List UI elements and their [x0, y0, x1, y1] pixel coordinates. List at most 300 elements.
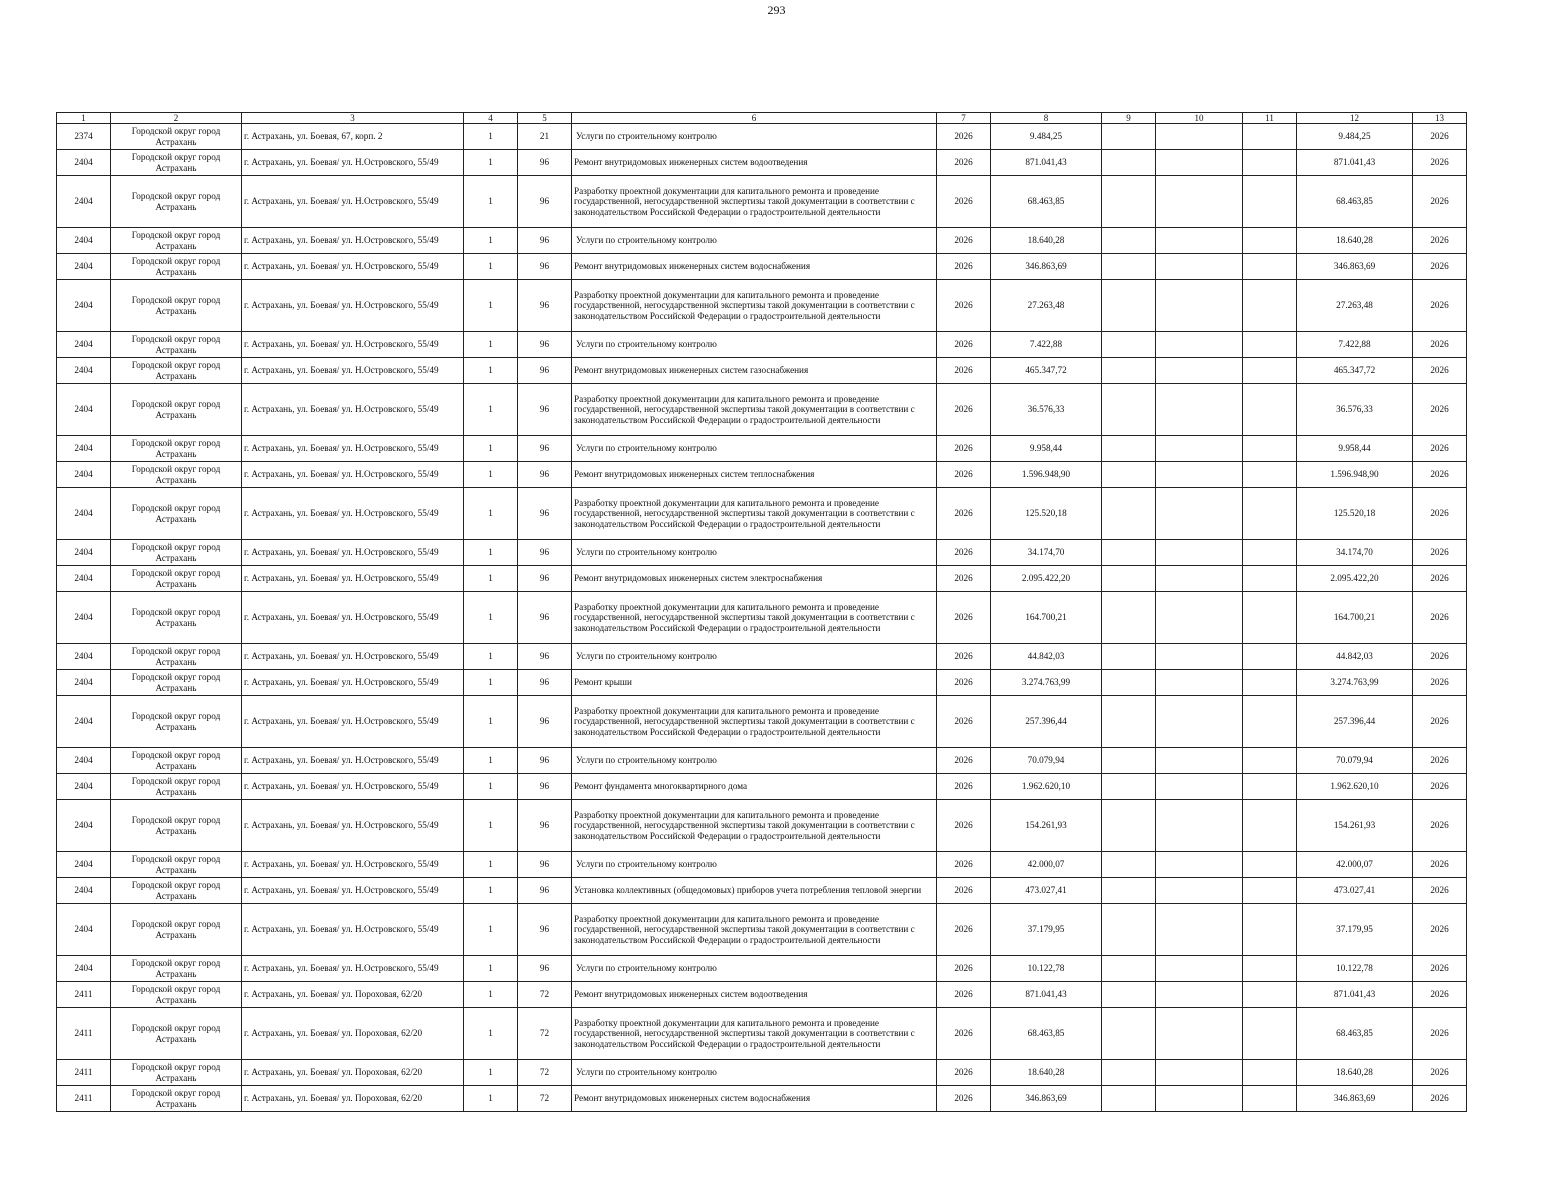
- amount: 3.274.763,99: [991, 670, 1102, 696]
- table-row: [57, 280, 1467, 332]
- cell-col-4: 1: [464, 982, 518, 1008]
- municipality: Городской округ город Астрахань: [111, 982, 242, 1008]
- row-number: 2404: [57, 566, 111, 592]
- cell-col-11: [1243, 358, 1297, 384]
- cell-col-4: 1: [464, 332, 518, 358]
- total-amount: 871.041,43: [1297, 150, 1413, 176]
- column-header: 6: [572, 113, 937, 124]
- start-year: 2026: [937, 566, 991, 592]
- row-number: 2411: [57, 982, 111, 1008]
- work-type: Ремонт крыши: [572, 670, 937, 696]
- cell-col-9: [1102, 592, 1156, 644]
- cell-col-9: [1102, 436, 1156, 462]
- address: г. Астрахань, ул. Боевая/ ул. Н.Островского, 55/49: [242, 332, 464, 358]
- municipality: Городской округ город Астрахань: [111, 124, 242, 150]
- cell-col-5: 96: [518, 280, 572, 332]
- row-number: 2404: [57, 436, 111, 462]
- start-year: 2026: [937, 228, 991, 254]
- municipality: Городской округ город Астрахань: [111, 878, 242, 904]
- table-row: [57, 358, 1467, 384]
- end-year: 2026: [1413, 228, 1467, 254]
- municipality: Городской округ город Астрахань: [111, 228, 242, 254]
- cell-col-10: [1156, 800, 1243, 852]
- cell-col-10: [1156, 566, 1243, 592]
- cell-col-11: [1243, 644, 1297, 670]
- amount: 1.962.620,10: [991, 774, 1102, 800]
- work-type: Разработку проектной документации для капитального ремонта и проведение государственной, негосударственной экспертизы такой документации в соответствии с законодательством Российской Федерации о градостроительной деятельности: [572, 176, 937, 228]
- column-header: 9: [1102, 113, 1156, 124]
- address: г. Астрахань, ул. Боевая/ ул. Пороховая, 62/20: [242, 982, 464, 1008]
- cell-col-11: [1243, 1060, 1297, 1086]
- work-type: Разработку проектной документации для капитального ремонта и проведение государственной, негосударственной экспертизы такой документации в соответствии с законодательством Российской Федерации о градостроительной деятельности: [572, 384, 937, 436]
- address: г. Астрахань, ул. Боевая/ ул. Н.Островского, 55/49: [242, 956, 464, 982]
- cell-col-10: [1156, 774, 1243, 800]
- cell-col-5: 96: [518, 956, 572, 982]
- work-type: Разработку проектной документации для капитального ремонта и проведение государственной, негосударственной экспертизы такой документации в соответствии с законодательством Российской Федерации о градостроительной деятельности: [572, 1008, 937, 1060]
- cell-col-5: 96: [518, 462, 572, 488]
- row-number: 2404: [57, 956, 111, 982]
- cell-col-9: [1102, 1086, 1156, 1112]
- end-year: 2026: [1413, 436, 1467, 462]
- end-year: 2026: [1413, 150, 1467, 176]
- total-amount: 42.000,07: [1297, 852, 1413, 878]
- end-year: 2026: [1413, 176, 1467, 228]
- cell-col-5: 96: [518, 878, 572, 904]
- start-year: 2026: [937, 436, 991, 462]
- row-number: 2404: [57, 748, 111, 774]
- cell-col-9: [1102, 904, 1156, 956]
- municipality: Городской округ город Астрахань: [111, 436, 242, 462]
- address: г. Астрахань, ул. Боевая/ ул. Н.Островского, 55/49: [242, 150, 464, 176]
- cell-col-5: 96: [518, 748, 572, 774]
- end-year: 2026: [1413, 852, 1467, 878]
- cell-col-4: 1: [464, 358, 518, 384]
- cell-col-9: [1102, 982, 1156, 1008]
- cell-col-9: [1102, 280, 1156, 332]
- work-type: Разработку проектной документации для капитального ремонта и проведение государственной, негосударственной экспертизы такой документации в соответствии с законодательством Российской Федерации о градостроительной деятельности: [572, 800, 937, 852]
- table-row: [57, 800, 1467, 852]
- cell-col-5: 96: [518, 176, 572, 228]
- cell-col-10: [1156, 748, 1243, 774]
- cell-col-9: [1102, 540, 1156, 566]
- cell-col-10: [1156, 358, 1243, 384]
- cell-col-10: [1156, 904, 1243, 956]
- cell-col-10: [1156, 956, 1243, 982]
- amount: 37.179,95: [991, 904, 1102, 956]
- cell-col-9: [1102, 488, 1156, 540]
- start-year: 2026: [937, 852, 991, 878]
- cell-col-10: [1156, 124, 1243, 150]
- address: г. Астрахань, ул. Боевая/ ул. Н.Островского, 55/49: [242, 670, 464, 696]
- row-number: 2404: [57, 384, 111, 436]
- table-row: [57, 436, 1467, 462]
- row-number: 2404: [57, 878, 111, 904]
- total-amount: 70.079,94: [1297, 748, 1413, 774]
- end-year: 2026: [1413, 358, 1467, 384]
- cell-col-4: 1: [464, 956, 518, 982]
- start-year: 2026: [937, 540, 991, 566]
- end-year: 2026: [1413, 800, 1467, 852]
- total-amount: 2.095.422,20: [1297, 566, 1413, 592]
- cell-col-9: [1102, 774, 1156, 800]
- cell-col-9: [1102, 462, 1156, 488]
- municipality: Городской округ город Астрахань: [111, 1008, 242, 1060]
- amount: 68.463,85: [991, 1008, 1102, 1060]
- cell-col-5: 72: [518, 1060, 572, 1086]
- total-amount: 473.027,41: [1297, 878, 1413, 904]
- cell-col-4: 1: [464, 488, 518, 540]
- cell-col-5: 96: [518, 852, 572, 878]
- address: г. Астрахань, ул. Боевая/ ул. Н.Островского, 55/49: [242, 904, 464, 956]
- table-row: [57, 332, 1467, 358]
- start-year: 2026: [937, 150, 991, 176]
- start-year: 2026: [937, 956, 991, 982]
- cell-col-10: [1156, 332, 1243, 358]
- address: г. Астрахань, ул. Боевая/ ул. Пороховая, 62/20: [242, 1086, 464, 1112]
- amount: 346.863,69: [991, 254, 1102, 280]
- row-number: 2404: [57, 540, 111, 566]
- end-year: 2026: [1413, 904, 1467, 956]
- cell-col-10: [1156, 852, 1243, 878]
- municipality: Городской округ город Астрахань: [111, 280, 242, 332]
- work-type: Ремонт фундамента многоквартирного дома: [572, 774, 937, 800]
- row-number: 2411: [57, 1086, 111, 1112]
- municipality: Городской округ город Астрахань: [111, 254, 242, 280]
- start-year: 2026: [937, 332, 991, 358]
- end-year: 2026: [1413, 982, 1467, 1008]
- cell-col-5: 96: [518, 696, 572, 748]
- cell-col-11: [1243, 540, 1297, 566]
- cell-col-5: 96: [518, 800, 572, 852]
- address: г. Астрахань, ул. Боевая/ ул. Н.Островского, 55/49: [242, 280, 464, 332]
- cell-col-10: [1156, 1008, 1243, 1060]
- cell-col-10: [1156, 696, 1243, 748]
- address: г. Астрахань, ул. Боевая/ ул. Н.Островского, 55/49: [242, 566, 464, 592]
- table-row: [57, 852, 1467, 878]
- row-number: 2404: [57, 358, 111, 384]
- cell-col-4: 1: [464, 566, 518, 592]
- start-year: 2026: [937, 670, 991, 696]
- cell-col-4: 1: [464, 644, 518, 670]
- cell-col-9: [1102, 150, 1156, 176]
- amount: 18.640,28: [991, 1060, 1102, 1086]
- end-year: 2026: [1413, 462, 1467, 488]
- amount: 125.520,18: [991, 488, 1102, 540]
- cell-col-4: 1: [464, 228, 518, 254]
- total-amount: 7.422,88: [1297, 332, 1413, 358]
- table-row: [57, 592, 1467, 644]
- cell-col-9: [1102, 176, 1156, 228]
- municipality: Городской округ город Астрахань: [111, 1060, 242, 1086]
- row-number: 2404: [57, 332, 111, 358]
- cell-col-11: [1243, 592, 1297, 644]
- address: г. Астрахань, ул. Боевая/ ул. Н.Островского, 55/49: [242, 176, 464, 228]
- amount: 70.079,94: [991, 748, 1102, 774]
- cell-col-4: 1: [464, 280, 518, 332]
- start-year: 2026: [937, 1008, 991, 1060]
- cell-col-11: [1243, 566, 1297, 592]
- cell-col-5: 96: [518, 228, 572, 254]
- cell-col-9: [1102, 254, 1156, 280]
- column-number-row: [57, 113, 1467, 124]
- address: г. Астрахань, ул. Боевая, 67, корп. 2: [242, 124, 464, 150]
- end-year: 2026: [1413, 124, 1467, 150]
- work-type: Услуги по строительному контролю: [572, 228, 937, 254]
- amount: 871.041,43: [991, 150, 1102, 176]
- work-type: Услуги по строительному контролю: [572, 124, 937, 150]
- cell-col-10: [1156, 280, 1243, 332]
- column-header: 11: [1243, 113, 1297, 124]
- column-header: 1: [57, 113, 111, 124]
- cell-col-4: 1: [464, 1086, 518, 1112]
- cell-col-10: [1156, 384, 1243, 436]
- total-amount: 164.700,21: [1297, 592, 1413, 644]
- cell-col-5: 96: [518, 488, 572, 540]
- table-row: [57, 124, 1467, 150]
- municipality: Городской округ город Астрахань: [111, 592, 242, 644]
- cell-col-11: [1243, 228, 1297, 254]
- end-year: 2026: [1413, 748, 1467, 774]
- address: г. Астрахань, ул. Боевая/ ул. Пороховая, 62/20: [242, 1008, 464, 1060]
- table-row: [57, 956, 1467, 982]
- end-year: 2026: [1413, 592, 1467, 644]
- cell-col-4: 1: [464, 904, 518, 956]
- cell-col-4: 1: [464, 436, 518, 462]
- cell-col-10: [1156, 1060, 1243, 1086]
- cell-col-4: 1: [464, 254, 518, 280]
- amount: 9.958,44: [991, 436, 1102, 462]
- cell-col-10: [1156, 436, 1243, 462]
- page-number: 293: [767, 3, 786, 17]
- row-number: 2404: [57, 228, 111, 254]
- table-row: [57, 384, 1467, 436]
- total-amount: 37.179,95: [1297, 904, 1413, 956]
- table-row: [57, 176, 1467, 228]
- row-number: 2404: [57, 852, 111, 878]
- work-type: Разработку проектной документации для капитального ремонта и проведение государственной, негосударственной экспертизы такой документации в соответствии с законодательством Российской Федерации о градостроительной деятельности: [572, 696, 937, 748]
- cell-col-4: 1: [464, 592, 518, 644]
- work-type: Разработку проектной документации для капитального ремонта и проведение государственной, негосударственной экспертизы такой документации в соответствии с законодательством Российской Федерации о градостроительной деятельности: [572, 904, 937, 956]
- address: г. Астрахань, ул. Боевая/ ул. Н.Островского, 55/49: [242, 488, 464, 540]
- row-number: 2374: [57, 124, 111, 150]
- work-type: Услуги по строительному контролю: [572, 436, 937, 462]
- end-year: 2026: [1413, 384, 1467, 436]
- start-year: 2026: [937, 384, 991, 436]
- work-type: Услуги по строительному контролю: [572, 540, 937, 566]
- cell-col-11: [1243, 670, 1297, 696]
- cell-col-11: [1243, 436, 1297, 462]
- start-year: 2026: [937, 878, 991, 904]
- cell-col-11: [1243, 800, 1297, 852]
- municipality: Городской округ город Астрахань: [111, 852, 242, 878]
- cell-col-11: [1243, 488, 1297, 540]
- cell-col-4: 1: [464, 462, 518, 488]
- cell-col-10: [1156, 462, 1243, 488]
- work-type: Услуги по строительному контролю: [572, 1060, 937, 1086]
- cell-col-11: [1243, 904, 1297, 956]
- cell-col-11: [1243, 852, 1297, 878]
- end-year: 2026: [1413, 774, 1467, 800]
- cell-col-4: 1: [464, 384, 518, 436]
- cell-col-10: [1156, 982, 1243, 1008]
- municipality: Городской округ город Астрахань: [111, 670, 242, 696]
- row-number: 2411: [57, 1060, 111, 1086]
- cell-col-11: [1243, 462, 1297, 488]
- work-type: Услуги по строительному контролю: [572, 956, 937, 982]
- start-year: 2026: [937, 124, 991, 150]
- address: г. Астрахань, ул. Боевая/ ул. Н.Островского, 55/49: [242, 228, 464, 254]
- table-row: [57, 1086, 1467, 1112]
- row-number: 2404: [57, 904, 111, 956]
- cell-col-5: 21: [518, 124, 572, 150]
- row-number: 2404: [57, 462, 111, 488]
- address: г. Астрахань, ул. Боевая/ ул. Н.Островского, 55/49: [242, 384, 464, 436]
- table-row: [57, 878, 1467, 904]
- row-number: 2404: [57, 150, 111, 176]
- end-year: 2026: [1413, 540, 1467, 566]
- cell-col-9: [1102, 878, 1156, 904]
- cell-col-9: [1102, 124, 1156, 150]
- row-number: 2404: [57, 800, 111, 852]
- municipality: Городской округ город Астрахань: [111, 488, 242, 540]
- cell-col-10: [1156, 670, 1243, 696]
- end-year: 2026: [1413, 1086, 1467, 1112]
- total-amount: 346.863,69: [1297, 1086, 1413, 1112]
- cell-col-5: 72: [518, 982, 572, 1008]
- cell-col-11: [1243, 878, 1297, 904]
- address: г. Астрахань, ул. Боевая/ ул. Н.Островского, 55/49: [242, 748, 464, 774]
- municipality: Городской округ город Астрахань: [111, 150, 242, 176]
- column-header: 12: [1297, 113, 1413, 124]
- end-year: 2026: [1413, 1060, 1467, 1086]
- total-amount: 9.484,25: [1297, 124, 1413, 150]
- address: г. Астрахань, ул. Боевая/ ул. Н.Островского, 55/49: [242, 436, 464, 462]
- municipality: Городской округ город Астрахань: [111, 800, 242, 852]
- column-header: 7: [937, 113, 991, 124]
- table-row: [57, 228, 1467, 254]
- municipality: Городской округ город Астрахань: [111, 384, 242, 436]
- cell-col-9: [1102, 800, 1156, 852]
- end-year: 2026: [1413, 254, 1467, 280]
- cell-col-10: [1156, 488, 1243, 540]
- municipality: Городской округ город Астрахань: [111, 696, 242, 748]
- cell-col-4: 1: [464, 150, 518, 176]
- cell-col-4: 1: [464, 774, 518, 800]
- table-row: [57, 644, 1467, 670]
- cell-col-9: [1102, 358, 1156, 384]
- table-row: [57, 488, 1467, 540]
- cell-col-4: 1: [464, 124, 518, 150]
- cell-col-5: 96: [518, 566, 572, 592]
- amount: 34.174,70: [991, 540, 1102, 566]
- municipality: Городской округ город Астрахань: [111, 332, 242, 358]
- table-row: [57, 904, 1467, 956]
- total-amount: 871.041,43: [1297, 982, 1413, 1008]
- cell-col-10: [1156, 878, 1243, 904]
- column-header: 2: [111, 113, 242, 124]
- work-type: Разработку проектной документации для капитального ремонта и проведение государственной, негосударственной экспертизы такой документации в соответствии с законодательством Российской Федерации о градостроительной деятельности: [572, 488, 937, 540]
- cell-col-11: [1243, 254, 1297, 280]
- cell-col-11: [1243, 956, 1297, 982]
- cell-col-11: [1243, 774, 1297, 800]
- column-header: 10: [1156, 113, 1243, 124]
- column-header: 13: [1413, 113, 1467, 124]
- municipality: Городской округ город Астрахань: [111, 774, 242, 800]
- total-amount: 154.261,93: [1297, 800, 1413, 852]
- total-amount: 346.863,69: [1297, 254, 1413, 280]
- municipality: Городской округ город Астрахань: [111, 644, 242, 670]
- cell-col-11: [1243, 1008, 1297, 1060]
- row-number: 2404: [57, 644, 111, 670]
- cell-col-10: [1156, 540, 1243, 566]
- amount: 44.842,03: [991, 644, 1102, 670]
- start-year: 2026: [937, 176, 991, 228]
- amount: 1.596.948,90: [991, 462, 1102, 488]
- end-year: 2026: [1413, 696, 1467, 748]
- work-type: Ремонт внутридомовых инженерных систем газоснабжения: [572, 358, 937, 384]
- row-number: 2404: [57, 696, 111, 748]
- amount: 27.263,48: [991, 280, 1102, 332]
- start-year: 2026: [937, 1060, 991, 1086]
- cell-col-10: [1156, 254, 1243, 280]
- cell-col-10: [1156, 176, 1243, 228]
- row-number: 2411: [57, 1008, 111, 1060]
- cell-col-10: [1156, 644, 1243, 670]
- total-amount: 18.640,28: [1297, 228, 1413, 254]
- cell-col-4: 1: [464, 748, 518, 774]
- start-year: 2026: [937, 644, 991, 670]
- cell-col-5: 96: [518, 540, 572, 566]
- start-year: 2026: [937, 280, 991, 332]
- cell-col-9: [1102, 956, 1156, 982]
- municipality: Городской округ город Астрахань: [111, 1086, 242, 1112]
- row-number: 2404: [57, 592, 111, 644]
- cell-col-4: 1: [464, 540, 518, 566]
- column-header: 5: [518, 113, 572, 124]
- work-type: Услуги по строительному контролю: [572, 332, 937, 358]
- total-amount: 1.596.948,90: [1297, 462, 1413, 488]
- cell-col-9: [1102, 228, 1156, 254]
- work-type: Ремонт внутридомовых инженерных систем водоотведения: [572, 150, 937, 176]
- row-number: 2404: [57, 176, 111, 228]
- work-type: Разработку проектной документации для капитального ремонта и проведение государственной, негосударственной экспертизы такой документации в соответствии с законодательством Российской Федерации о градостроительной деятельности: [572, 280, 937, 332]
- cell-col-5: 96: [518, 384, 572, 436]
- cell-col-9: [1102, 1060, 1156, 1086]
- amount: 154.261,93: [991, 800, 1102, 852]
- amount: 346.863,69: [991, 1086, 1102, 1112]
- amount: 164.700,21: [991, 592, 1102, 644]
- address: г. Астрахань, ул. Боевая/ ул. Н.Островского, 55/49: [242, 358, 464, 384]
- cell-col-4: 1: [464, 1060, 518, 1086]
- cell-col-4: 1: [464, 852, 518, 878]
- table-row: [57, 150, 1467, 176]
- cell-col-11: [1243, 696, 1297, 748]
- column-header: 4: [464, 113, 518, 124]
- cell-col-9: [1102, 332, 1156, 358]
- end-year: 2026: [1413, 670, 1467, 696]
- amount: 36.576,33: [991, 384, 1102, 436]
- work-type: Разработку проектной документации для капитального ремонта и проведение государственной, негосударственной экспертизы такой документации в соответствии с законодательством Российской Федерации о градостроительной деятельности: [572, 592, 937, 644]
- total-amount: 36.576,33: [1297, 384, 1413, 436]
- cell-col-5: 96: [518, 358, 572, 384]
- municipality: Городской округ город Астрахань: [111, 956, 242, 982]
- capital-repair-table: [56, 112, 1467, 1112]
- table-row: [57, 566, 1467, 592]
- table-row: [57, 696, 1467, 748]
- cell-col-11: [1243, 748, 1297, 774]
- cell-col-9: [1102, 852, 1156, 878]
- municipality: Городской округ город Астрахань: [111, 462, 242, 488]
